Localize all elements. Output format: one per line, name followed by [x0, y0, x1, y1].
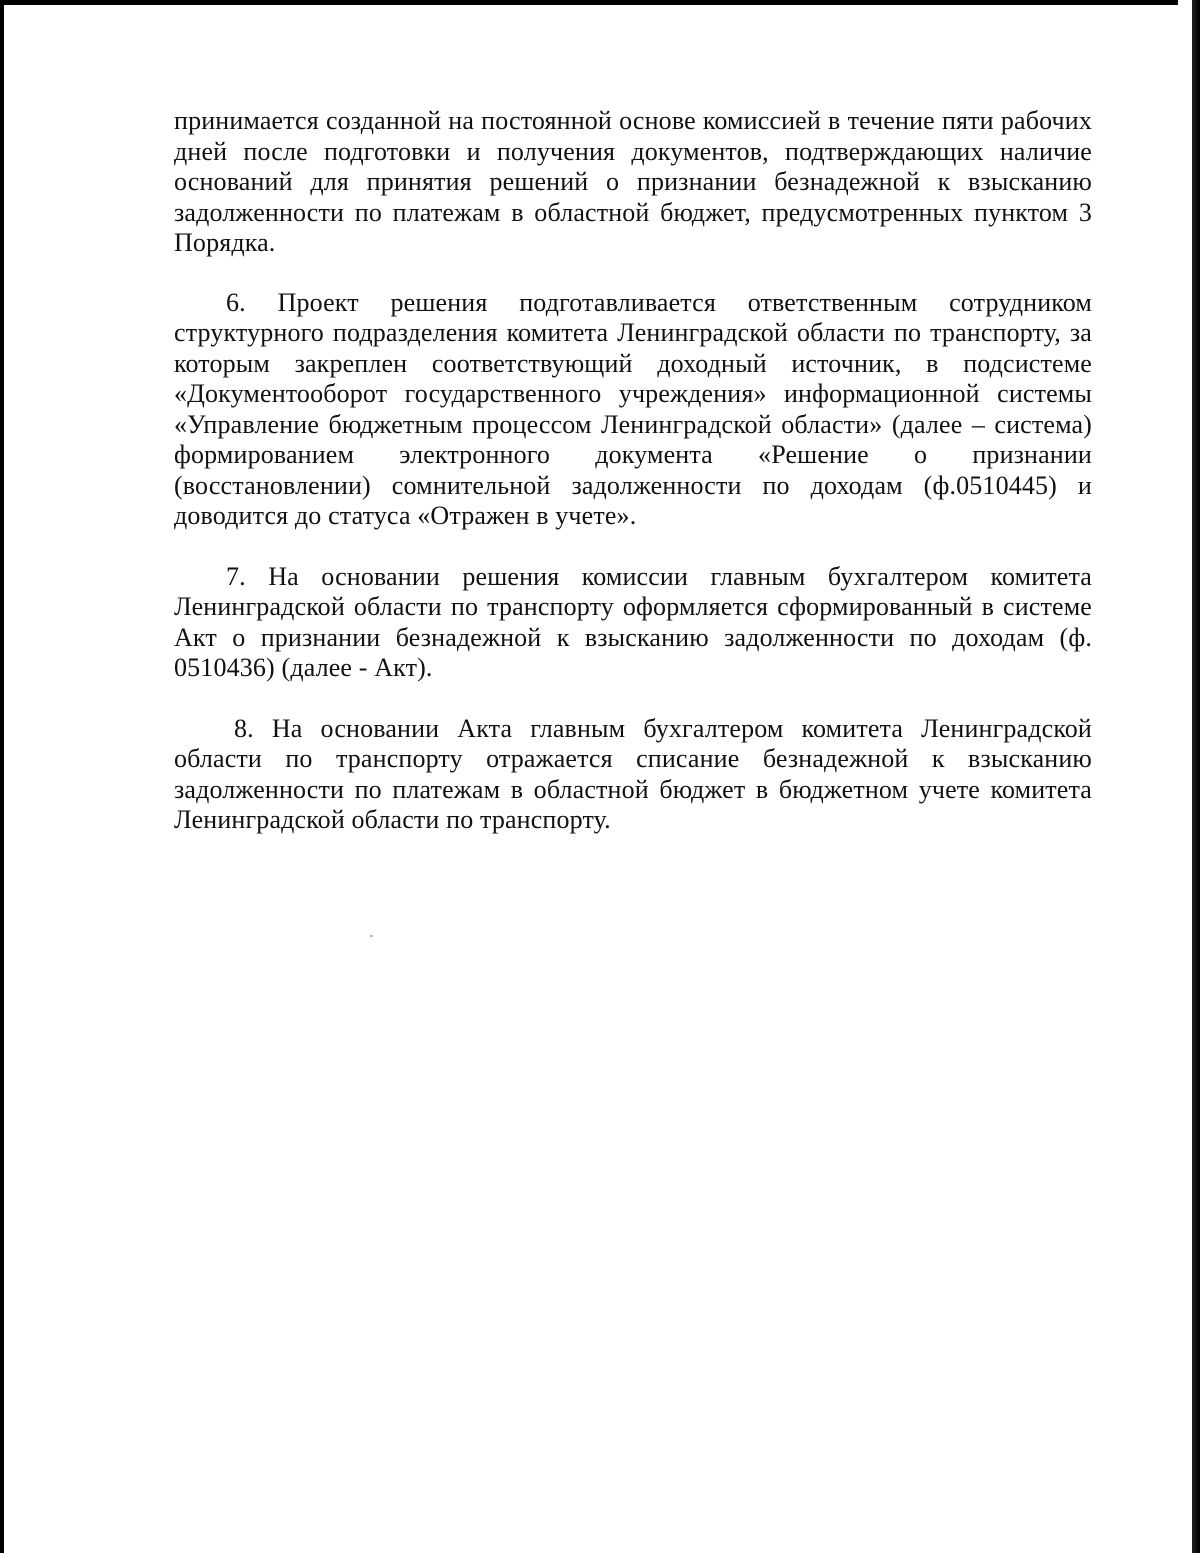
- scan-edge-left: [0, 0, 4, 1553]
- scan-speck: [370, 935, 373, 937]
- paragraph-item-6: 6. Проект решения подготавливается ответственным сотрудником структурного подразделения комитета Ленинградской области по транспорту, за которым закреплен соответствующий доходный источник, в подсистеме «Документооборот государственного учреждения» информационной системы «Управление бюджетным процессом Ленинградской области» (далее – система) формированием электронного документа «Решение о признании (восстановлении) сомнительной задолженности по доходам (ф.0510445) и доводится до статуса «Отражен в учете».: [174, 287, 1092, 530]
- paragraph-continuation: принимается созданной на постоянной основе комиссией в течение пяти рабочих дней после подготовки и получения документов, подтверждающих наличие оснований для принятия решений о признании безнадежной к взысканию задолженности по платежам в областной бюджет, предусмотренных пунктом 3 Порядка.: [174, 106, 1092, 257]
- scan-edge-right: [1178, 0, 1200, 1553]
- scan-edge-top: [0, 0, 1200, 5]
- paragraph-item-7: 7. На основании решения комиссии главным бухгалтером комитета Ленинградской области по транспорту оформляется сформированный в системе Акт о признании безнадежной к взысканию задолженности по доходам (ф. 0510436) (далее - Акт).: [174, 561, 1092, 682]
- document-body: [174, 106, 1092, 866]
- paragraph-item-8: 8. На основании Акта главным бухгалтером комитета Ленинградской области по транспорту отражается списание безнадежной к взысканию задолженности по платежам в областной бюджет в бюджетном учете комитета Ленинградской области по транспорту.: [174, 713, 1092, 834]
